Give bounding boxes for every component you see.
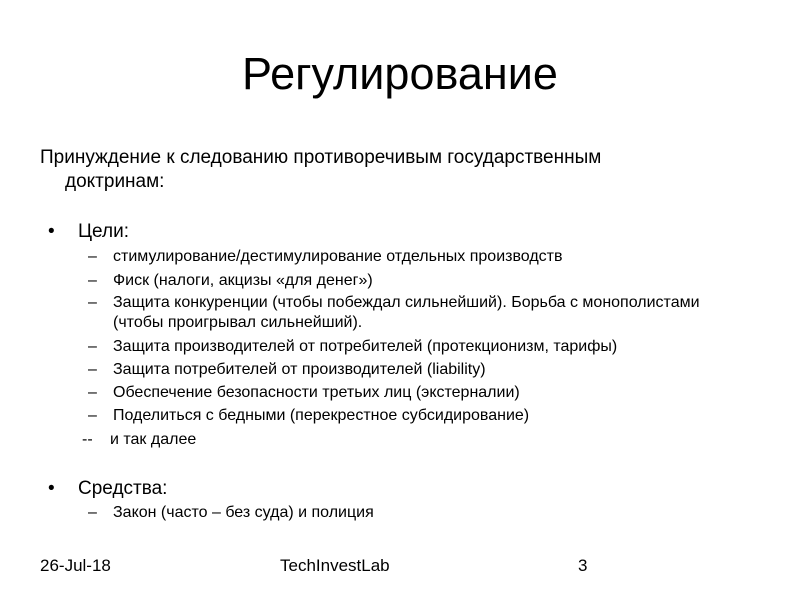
- dash-icon: –: [88, 407, 97, 424]
- goal-item: – Фиск (налоги, акцизы «для денег»): [88, 272, 373, 289]
- means-bullet: [48, 477, 167, 501]
- page-number: 3: [578, 556, 588, 575]
- intro-line-1: Принуждение к следованию противоречивым государственным: [40, 147, 602, 168]
- means-heading: Средства:: [78, 478, 168, 499]
- goal-item-etc: -- и так далее: [82, 431, 197, 448]
- bullet-icon: •: [48, 478, 55, 499]
- dash-icon: –: [88, 338, 97, 355]
- dash-icon: –: [88, 248, 97, 265]
- means-item: – Закон (часто – без суда) и полиция: [88, 504, 374, 521]
- intro-line-2: доктринам:: [65, 171, 165, 192]
- goal-item: – Защита конкуренции (чтобы побеждал сильнейший). Борьба с монополистами (чтобы проигрывал сильнейший).: [88, 294, 700, 331]
- goal-item: – Защита потребителей от производителей (liability): [88, 361, 486, 378]
- intro-text: [40, 146, 740, 194]
- goals-bullet: [48, 220, 129, 244]
- goals-heading: Цели:: [78, 221, 129, 242]
- goal-item: – Поделиться с бедными (перекрестное субсидирование): [88, 407, 530, 424]
- dash-icon: –: [88, 384, 97, 401]
- footer-center: TechInvestLab: [280, 556, 390, 575]
- dash-icon: –: [88, 504, 97, 521]
- goal-item: – Защита производителей от потребителей (протекционизм, тарифы): [88, 338, 618, 355]
- dash-icon: –: [88, 294, 97, 311]
- goal-item: – Обеспечение безопасности третьих лиц (экстерналии): [88, 384, 520, 401]
- slide-title: Регулирование: [242, 48, 558, 99]
- goal-item: – стимулирование/дестимулирование отдельных производств: [88, 248, 563, 265]
- bullet-icon: •: [48, 221, 55, 242]
- dash-icon: –: [88, 361, 97, 378]
- footer-date: 26-Jul-18: [40, 556, 111, 575]
- dash-icon: –: [88, 272, 97, 289]
- double-dash-icon: --: [82, 431, 93, 448]
